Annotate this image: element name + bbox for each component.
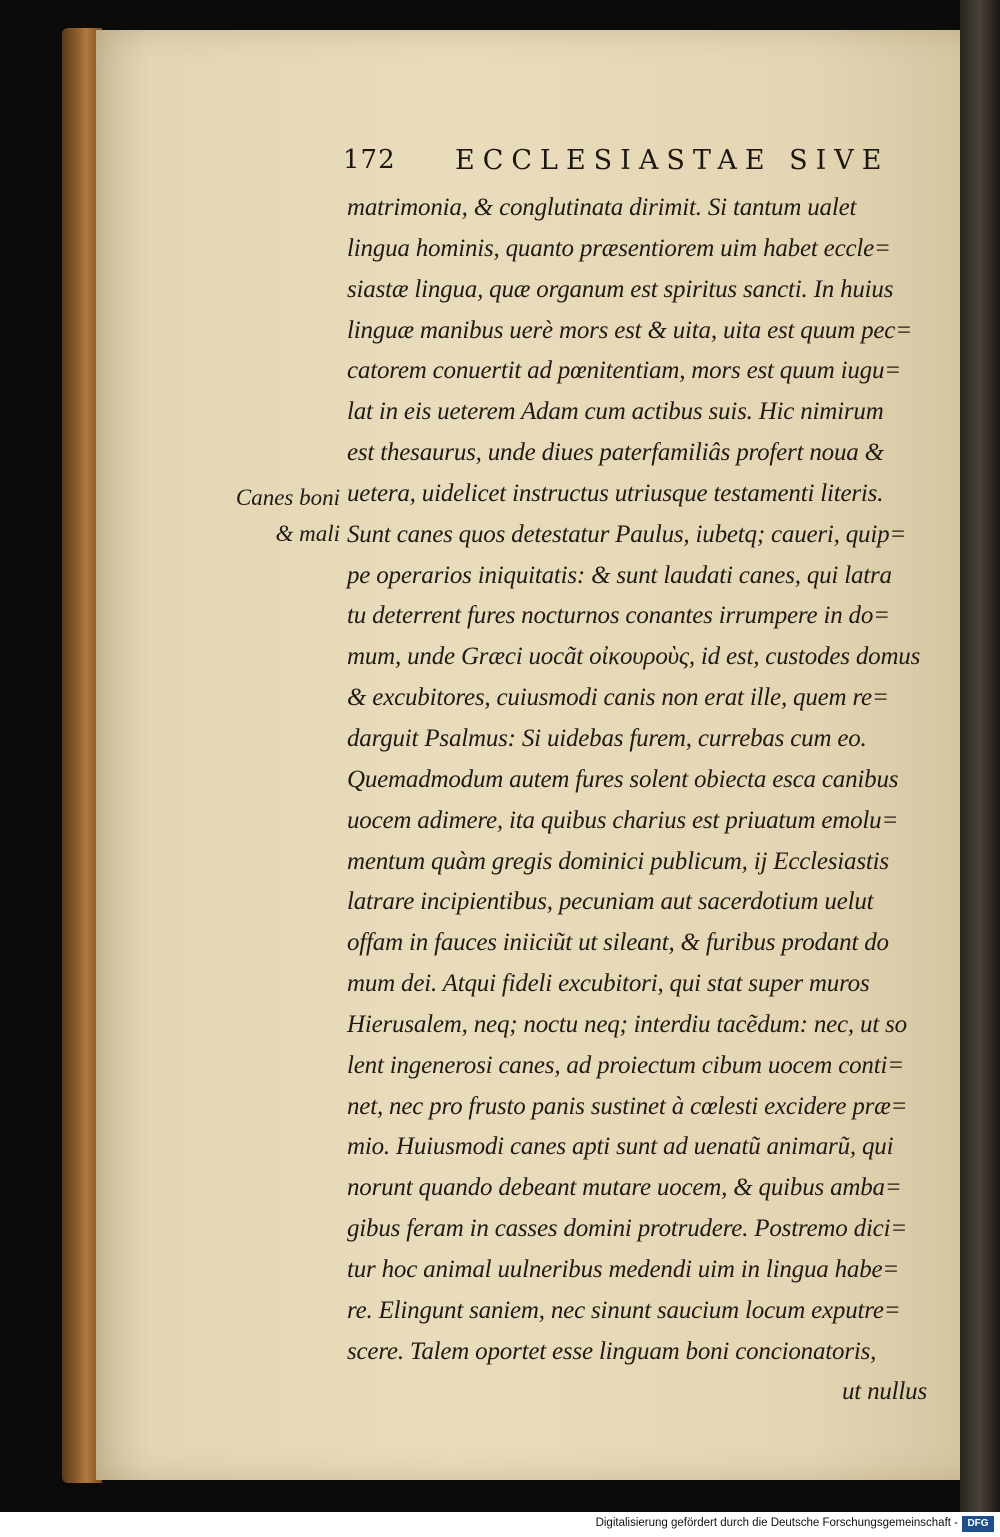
running-head (343, 145, 953, 185)
running-title: ECCLESIASTAE SIVE (455, 145, 890, 176)
text-line: re. Elingunt saniem, nec sinunt saucium locum exputre= (347, 1296, 901, 1324)
text-line: & excubitores, cuiusmodi canis non erat ille, quem re= (347, 684, 889, 712)
text-line: Sunt canes quos detestatur Paulus, iubetq; caueri, quip= (347, 520, 907, 548)
text-line: scere. Talem oportet esse linguam boni concionatoris, (347, 1337, 877, 1365)
text-line: mio. Huiusmodi canes apti sunt ad uenatũ animarũ, qui (347, 1133, 894, 1161)
funding-notice: Digitalisierung gefördert durch die Deutsche Forschungsgemeinschaft - (595, 1517, 958, 1529)
text-line: est thesaurus, unde diues paterfamiliâs profert noua & (347, 439, 884, 467)
text-line: tur hoc animal uulneribus medendi uim in lingua habe= (347, 1255, 900, 1283)
text-line: gibus feram in casses domini protrudere. Postremo dici= (347, 1215, 907, 1243)
text-line: norunt quando debeant mutare uocem, & quibus amba= (347, 1174, 902, 1202)
text-line: net, nec pro frusto panis sustinet à cœlesti excidere præ= (347, 1092, 908, 1120)
text-line: mentum quàm gregis dominici publicum, ij Ecclesiastis (347, 847, 889, 875)
text-line: catorem conuertit ad pœnitentiam, mors est quum iugu= (347, 357, 901, 385)
footer-bar (0, 1512, 1000, 1537)
text-line: siastæ lingua, quæ organum est spiritus sancti. In huius (347, 275, 894, 303)
text-line: lent ingenerosi canes, ad proiectum cibum uocem conti= (347, 1051, 904, 1079)
page-number: 172 (343, 145, 396, 175)
marginal-note-line: Canes boni (235, 485, 340, 510)
text-line: linguæ manibus uerè mors est & uita, uita est quum pec= (347, 316, 912, 344)
text-line: uetera, uidelicet instructus utriusque testamenti literis. (347, 479, 884, 507)
text-line: Hierusalem, neq; noctu neq; interdiu tacẽdum: nec, ut so (347, 1010, 907, 1038)
catchword: ut nullus (841, 1378, 927, 1406)
text-line: offam in fauces iniiciũt ut sileant, & furibus prodant do (347, 929, 889, 957)
body-text (347, 188, 967, 1413)
text-line: Quemadmodum autem fures solent obiecta esca canibus (347, 765, 899, 793)
text-line: lat in eis ueterem Adam cum actibus suis. Hic nimirum (347, 398, 884, 426)
marginal-note-line: & mali (275, 521, 340, 546)
text-line: tu deterrent fures nocturnos conantes irrumpere in do= (347, 602, 890, 630)
text-line: uocem adimere, ita quibus charius est priuatum emolu= (347, 806, 899, 834)
text-line: matrimonia, & conglutinata dirimit. Si tantum ualet (347, 194, 857, 221)
text-line: latrare incipientibus, pecuniam aut sacerdotium uelut (347, 888, 874, 916)
text-line: pe operarios iniquitatis: & sunt laudati canes, qui latra (347, 561, 892, 589)
text-line: lingua hominis, quanto præsentiorem uim habet eccle= (347, 234, 891, 262)
text-line: mum, unde Græci uocãt οἰκουροὺς, id est, custodes domus (347, 643, 921, 671)
marginal-note (210, 480, 340, 552)
dfg-logo: DFG (962, 1516, 994, 1532)
text-line: mum dei. Atqui fideli excubitori, qui stat super muros (347, 970, 870, 998)
text-line: darguit Psalmus: Si uidebas furem, currebas cum eo. (347, 724, 867, 752)
